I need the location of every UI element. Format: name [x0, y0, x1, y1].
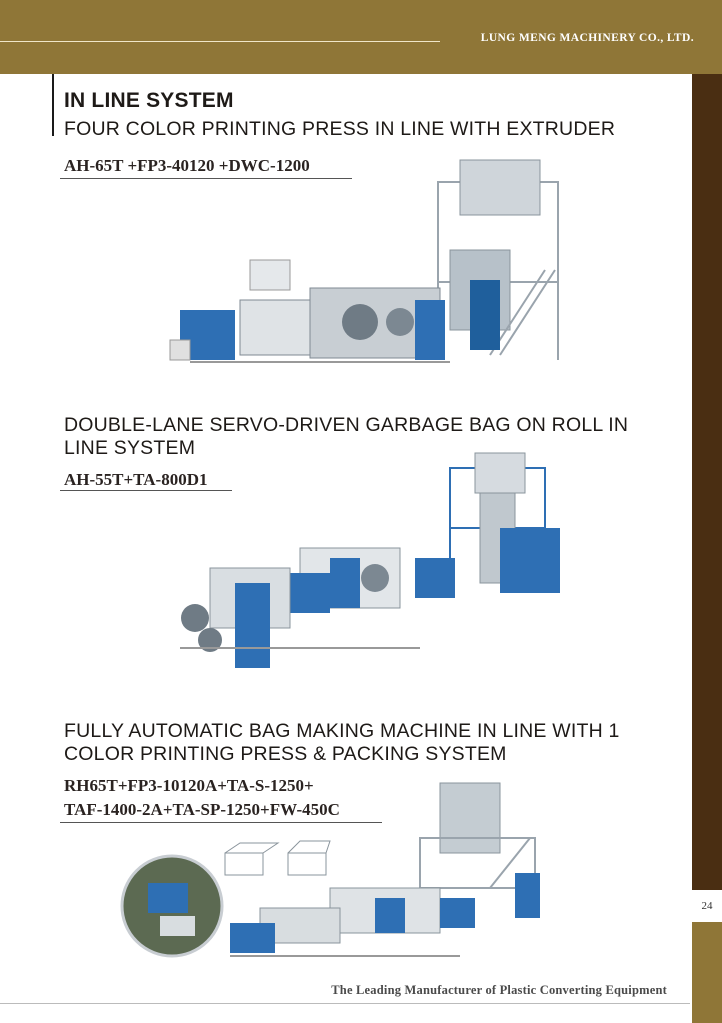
machine-photo-bag-making-line [120, 778, 580, 978]
machine-photo-printing-extruder [160, 150, 580, 375]
machine-photo-garbage-bag-line [160, 448, 570, 688]
section-1-title: FOUR COLOR PRINTING PRESS IN LINE WITH EXTRUDER [64, 118, 616, 140]
section-2-title-line-1: DOUBLE-LANE SERVO-DRIVEN GARBAGE BAG ON ROLL IN [64, 414, 629, 436]
section-1-model: AH-65T +FP3-40120 +DWC-1200 [64, 156, 310, 175]
right-edge-strip-lower [692, 922, 722, 1023]
header-band [0, 0, 722, 74]
section-3-title-line-1: FULLY AUTOMATIC BAG MAKING MACHINE IN LINE WITH 1 [64, 720, 620, 742]
section-3-model-line-1: RH65T+FP3-10120A+TA-S-1250+ [64, 776, 314, 795]
footer-tagline: The Leading Manufacturer of Plastic Converting Equipment [331, 983, 667, 997]
header-rule [0, 41, 440, 42]
section-1-heading: IN LINE SYSTEM [64, 89, 234, 112]
right-edge-strip [692, 74, 722, 890]
company-name: LUNG MENG MACHINERY CO., LTD. [480, 32, 694, 44]
section-3-model-line-2: TAF-1400-2A+TA-SP-1250+FW-450C [64, 800, 340, 819]
section-3-title-line-2: COLOR PRINTING PRESS & PACKING SYSTEM [64, 743, 507, 765]
page-number: 24 [692, 890, 722, 922]
section-marker-bar [52, 74, 54, 136]
section-2-title-line-2: LINE SYSTEM [64, 437, 196, 459]
footer-rule [0, 1003, 690, 1004]
section-2-model: AH-55T+TA-800D1 [64, 470, 208, 489]
